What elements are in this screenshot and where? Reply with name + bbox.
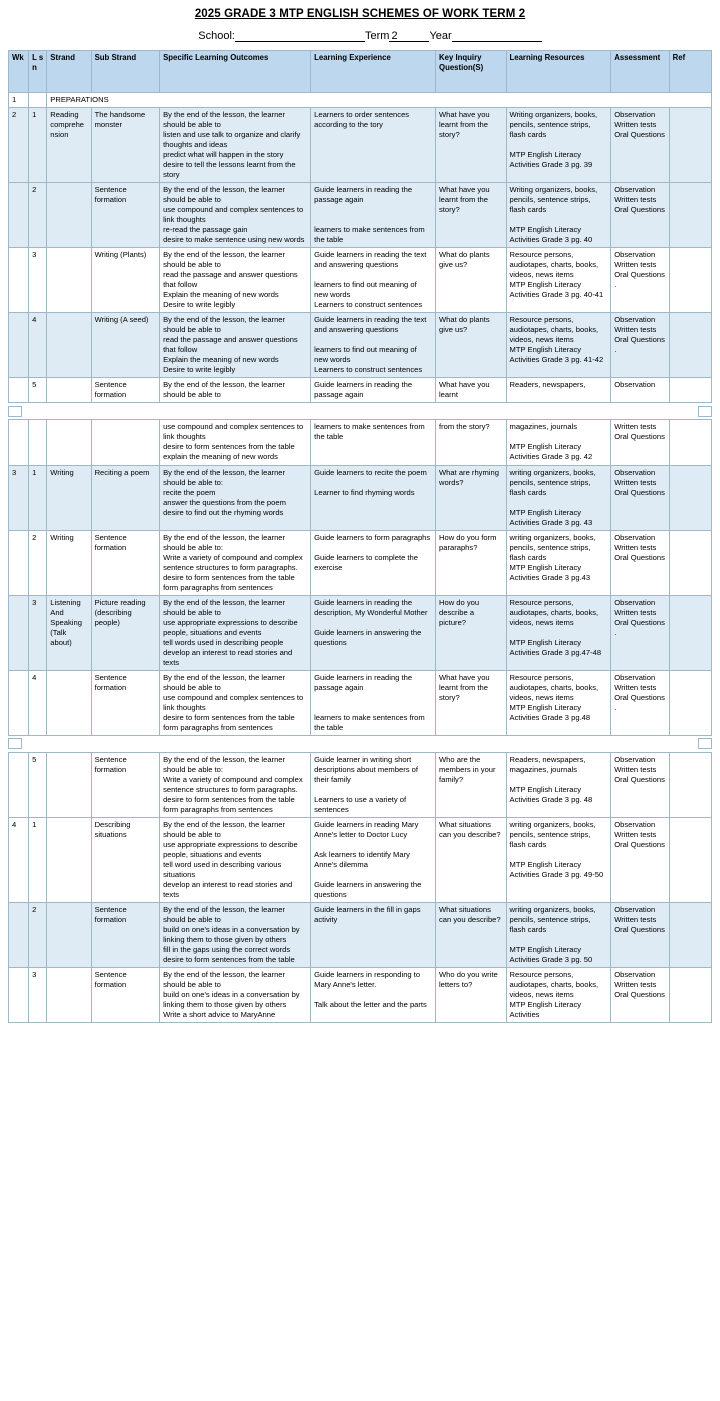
- col-header-wk: Wk: [9, 51, 29, 93]
- cell-learning-experience: Guide learners to form paragraphs Guide learners to complete the exercise: [311, 530, 436, 595]
- table-header-row: [9, 51, 712, 93]
- cell-ref: [669, 465, 711, 530]
- schemes-table-part-1: [8, 50, 712, 403]
- cell-learning-experience: Guide learners in reading Mary Anne's letter to Doctor Lucy Ask learners to identify Mary Anne's dilemma Guide learners in answering the questions: [311, 817, 436, 902]
- cell-learning-resources: Readers, newspapers,: [506, 378, 611, 403]
- page-break-left-notch: [8, 406, 22, 417]
- table-row: [9, 420, 712, 465]
- cell-ref: [669, 903, 711, 968]
- cell-key-inquiry-question: What have you learnt: [436, 378, 507, 403]
- cell-lsn: 2: [29, 530, 47, 595]
- cell-learning-experience: Guide learners in reading the passage again learners to make sentences from the table: [311, 670, 436, 735]
- cell-key-inquiry-question: What have you learnt from the story?: [436, 183, 507, 248]
- table-row: [9, 670, 712, 735]
- table-row: [9, 183, 712, 248]
- cell-assessment: Written tests Oral Questions: [611, 420, 669, 465]
- cell-key-inquiry-question: What situations can you describe?: [436, 903, 507, 968]
- cell-wk: [9, 595, 29, 670]
- cell-lsn: 5: [29, 378, 47, 403]
- cell-learning-experience: Guide learners to recite the poem Learner to find rhyming words: [311, 465, 436, 530]
- cell-sub-strand: Sentence formation: [91, 670, 159, 735]
- cell-key-inquiry-question: What have you learnt from the story?: [436, 670, 507, 735]
- cell-sub-strand: The handsome monster: [91, 108, 159, 183]
- cell-learning-resources: writing organizers, books, pencils, sentence strips, flash cards MTP English Literacy Activities Grade 3 pg.43: [506, 530, 611, 595]
- page-break-left-notch: [8, 738, 22, 749]
- page-break-1: [8, 405, 712, 417]
- cell-assessment: Observation Written tests Oral Questions .: [611, 670, 669, 735]
- cell-ref: [669, 752, 711, 817]
- cell-lsn: 3: [29, 595, 47, 670]
- cell-key-inquiry-question: from the story?: [436, 420, 507, 465]
- cell-ref: [669, 420, 711, 465]
- cell-wk: [9, 670, 29, 735]
- cell-lsn: 4: [29, 670, 47, 735]
- cell-assessment: Observation Written tests Oral Questions: [611, 752, 669, 817]
- col-header-lsn: L s n: [29, 51, 47, 93]
- cell-wk: 1: [9, 93, 29, 108]
- cell-specific-learning-outcomes: By the end of the lesson, the learner should be able to use compound and complex sentences to link thoughts re-read the passage gain desire to make sentence using new words: [160, 183, 311, 248]
- cell-section-label: PREPARATIONS: [47, 93, 712, 108]
- cell-specific-learning-outcomes: By the end of the lesson, the learner should be able to read the passage and answer questions that follow Explain the meaning of new words Desire to write legibly: [160, 313, 311, 378]
- schemes-table-continued-2: [8, 752, 712, 1023]
- cell-strand: Reading comprehension: [47, 108, 91, 183]
- cell-specific-learning-outcomes: By the end of the lesson, the learner should be able to: Write a variety of compound and complex sentence structures to form paragraphs. desire to form sentences from the table form paragraphs from sentences: [160, 530, 311, 595]
- page-title: 2025 GRADE 3 MTP ENGLISH SCHEMES OF WORK TERM 2: [194, 8, 526, 20]
- cell-learning-experience: Guide learners in reading the text and answering questions learners to find out meaning of new words Learners to construct sentences: [311, 313, 436, 378]
- cell-sub-strand: Sentence formation: [91, 752, 159, 817]
- cell-ref: [669, 183, 711, 248]
- cell-strand: [47, 183, 91, 248]
- cell-sub-strand: Describing situations: [91, 817, 159, 902]
- cell-lsn: [29, 93, 47, 108]
- table-row: [9, 752, 712, 817]
- cell-sub-strand: Sentence formation: [91, 530, 159, 595]
- cell-sub-strand: Picture reading (describing people): [91, 595, 159, 670]
- cell-learning-resources: magazines, journals MTP English Literacy Activities Grade 3 pg. 42: [506, 420, 611, 465]
- cell-key-inquiry-question: Who are the members in your family?: [436, 752, 507, 817]
- cell-specific-learning-outcomes: By the end of the lesson, the learner should be able to use appropriate expressions to describe people, situations and events tell word used in describing various situations develop an interest to read stories and texts: [160, 817, 311, 902]
- cell-assessment: Observation Written tests Oral Questions: [611, 108, 669, 183]
- cell-learning-experience: Guide learners in reading the text and answering questions learners to find out meaning of new words Learners to construct sentences: [311, 248, 436, 313]
- cell-key-inquiry-question: What do plants give us?: [436, 248, 507, 313]
- schemes-table-continued-1: [8, 419, 712, 735]
- col-header-learning-resources: Learning Resources: [506, 51, 611, 93]
- cell-learning-resources: Writing organizers, books, pencils, sentence strips, flash cards MTP English Literacy Activities Grade 3 pg. 40: [506, 183, 611, 248]
- cell-learning-resources: Resource persons, audiotapes, charts, books, videos, news items MTP English Literacy Activities Grade 3 pg.47-48: [506, 595, 611, 670]
- cell-ref: [669, 378, 711, 403]
- cell-learning-resources: Readers, newspapers, magazines, journals MTP English Literacy Activities Grade 3 pg. 48: [506, 752, 611, 817]
- cell-assessment: Observation Written tests Oral Questions: [611, 817, 669, 902]
- col-header-ref: Ref: [669, 51, 711, 93]
- table-body-part-3: [9, 752, 712, 1022]
- cell-sub-strand: Reciting a poem: [91, 465, 159, 530]
- cell-assessment: Observation Written tests Oral Questions: [611, 530, 669, 595]
- cell-learning-resources: Resource persons, audiotapes, charts, books, videos, news items MTP English Literacy Activities: [506, 968, 611, 1023]
- cell-sub-strand: [91, 420, 159, 465]
- cell-strand: Writing: [47, 465, 91, 530]
- cell-wk: 2: [9, 108, 29, 183]
- cell-wk: 3: [9, 465, 29, 530]
- col-header-learning-experience: Learning Experience: [311, 51, 436, 93]
- cell-lsn: 4: [29, 313, 47, 378]
- cell-learning-experience: Guide learners in responding to Mary Anne's letter. Talk about the letter and the parts: [311, 968, 436, 1023]
- cell-specific-learning-outcomes: By the end of the lesson, the learner should be able to build on one's ideas in a conversation by linking them to those given by others fill in the gaps using the correct words desire to form sentences from the table: [160, 903, 311, 968]
- cell-lsn: 2: [29, 903, 47, 968]
- table-section-row: [9, 93, 712, 108]
- cell-key-inquiry-question: How do you form pararaphs?: [436, 530, 507, 595]
- cell-sub-strand: Sentence formation: [91, 903, 159, 968]
- school-blank-field[interactable]: [235, 30, 365, 42]
- cell-lsn: 5: [29, 752, 47, 817]
- cell-key-inquiry-question: What do plants give us?: [436, 313, 507, 378]
- table-row: [9, 465, 712, 530]
- cell-assessment: Observation Written tests Oral Questions: [611, 903, 669, 968]
- cell-assessment: Observation Written tests Oral Questions .: [611, 595, 669, 670]
- cell-ref: [669, 530, 711, 595]
- col-header-sub-strand: Sub Strand: [91, 51, 159, 93]
- cell-learning-resources: writing organizers, books, pencils, sentence strips, flash cards MTP English Literacy Activities Grade 3 pg. 43: [506, 465, 611, 530]
- cell-specific-learning-outcomes: By the end of the lesson, the learner should be able to listen and use talk to organize and clarify thoughts and ideas predict what will happen in the story desire to tell the lessons learnt from the story: [160, 108, 311, 183]
- schemes-table: [8, 50, 712, 403]
- cell-specific-learning-outcomes: By the end of the lesson, the learner should be able to: [160, 378, 311, 403]
- cell-strand: [47, 670, 91, 735]
- cell-lsn: 3: [29, 968, 47, 1023]
- cell-learning-experience: Guide learner in writing short descriptions about members of their family Learners to use a variety of sentences: [311, 752, 436, 817]
- cell-wk: [9, 248, 29, 313]
- table-row: [9, 378, 712, 403]
- cell-wk: [9, 752, 29, 817]
- cell-strand: [47, 313, 91, 378]
- cell-learning-resources: writing organizers, books, pencils, sentence strips, flash cards MTP English Literacy Activities Grade 3 pg. 49-50: [506, 817, 611, 902]
- cell-ref: [669, 595, 711, 670]
- cell-strand: [47, 752, 91, 817]
- table-row: [9, 595, 712, 670]
- cell-learning-experience: learners to make sentences from the table: [311, 420, 436, 465]
- cell-sub-strand: Sentence formation: [91, 968, 159, 1023]
- cell-learning-experience: Learners to order sentences according to the tory: [311, 108, 436, 183]
- cell-ref: [669, 108, 711, 183]
- col-header-assessment: Assessment: [611, 51, 669, 93]
- cell-lsn: [29, 420, 47, 465]
- cell-sub-strand: Sentence formation: [91, 378, 159, 403]
- cell-specific-learning-outcomes: By the end of the lesson, the learner should be able to build on one's ideas in a conversation by linking them to those given by others Write a short advice to MaryAnne: [160, 968, 311, 1023]
- cell-ref: [669, 670, 711, 735]
- term-value: 2: [391, 30, 398, 42]
- cell-strand: [47, 968, 91, 1023]
- cell-learning-resources: Resource persons, audiotapes, charts, books, videos, news items MTP English Literacy Activities Grade 3 pg. 41-42: [506, 313, 611, 378]
- cell-strand: [47, 248, 91, 313]
- cell-wk: [9, 313, 29, 378]
- cell-strand: Listening And Speaking (Talk about): [47, 595, 91, 670]
- cell-strand: Writing: [47, 530, 91, 595]
- cell-lsn: 2: [29, 183, 47, 248]
- page-break-line: [22, 738, 698, 749]
- cell-learning-resources: Writing organizers, books, pencils, sentence strips, flash cards MTP English Literacy Activities Grade 3 pg. 39: [506, 108, 611, 183]
- cell-learning-resources: Resource persons, audiotapes, charts, books, videos, news items MTP English Literacy Activities Grade 3 pg. 40-41: [506, 248, 611, 313]
- page-break-right-notch: [698, 738, 712, 749]
- table-row: [9, 817, 712, 902]
- cell-wk: [9, 968, 29, 1023]
- cell-learning-experience: Guide learners in the fill in gaps activity: [311, 903, 436, 968]
- cell-sub-strand: Writing (A seed): [91, 313, 159, 378]
- cell-strand: [47, 420, 91, 465]
- cell-lsn: 3: [29, 248, 47, 313]
- cell-ref: [669, 248, 711, 313]
- cell-assessment: Observation Written tests Oral Questions .: [611, 248, 669, 313]
- cell-sub-strand: Sentence formation: [91, 183, 159, 248]
- cell-wk: [9, 903, 29, 968]
- cell-sub-strand: Writing (Plants): [91, 248, 159, 313]
- term-label: Term: [365, 30, 390, 42]
- schemes-table-part-2: [8, 419, 712, 735]
- cell-key-inquiry-question: Who do you write letters to?: [436, 968, 507, 1023]
- table-row: [9, 903, 712, 968]
- cell-wk: [9, 530, 29, 595]
- cell-specific-learning-outcomes: By the end of the lesson, the learner should be able to: Write a variety of compound and complex sentence structures to form paragraphs. desire to form sentences from the table form paragraphs from sentences: [160, 752, 311, 817]
- cell-key-inquiry-question: What are rhyming words?: [436, 465, 507, 530]
- table-body-part-2: [9, 420, 712, 735]
- cell-assessment: Observation Written tests Oral Questions: [611, 968, 669, 1023]
- cell-assessment: Observation: [611, 378, 669, 403]
- cell-specific-learning-outcomes: By the end of the lesson, the learner should be able to use appropriate expressions to describe people, situations and events tell words used in describing people develop an interest to read stories and texts: [160, 595, 311, 670]
- page-break-2: [8, 738, 712, 750]
- cell-strand: [47, 817, 91, 902]
- cell-strand: [47, 378, 91, 403]
- table-row: [9, 108, 712, 183]
- table-row: [9, 530, 712, 595]
- cell-wk: 4: [9, 817, 29, 902]
- cell-assessment: Observation Written tests Oral Questions: [611, 465, 669, 530]
- school-label: School:: [198, 30, 235, 42]
- cell-wk: [9, 420, 29, 465]
- cell-assessment: Observation Written tests Oral Questions: [611, 183, 669, 248]
- year-label: Year: [429, 30, 452, 42]
- cell-specific-learning-outcomes: By the end of the lesson, the learner should be able to: recite the poem answer the questions from the poem desire to find out the rhyming words: [160, 465, 311, 530]
- col-header-key-inquiry-question: Key Inquiry Question(S): [436, 51, 507, 93]
- cell-ref: [669, 968, 711, 1023]
- cell-specific-learning-outcomes: use compound and complex sentences to link thoughts desire to form sentences from the table explain the meaning of new words: [160, 420, 311, 465]
- cell-specific-learning-outcomes: By the end of the lesson, the learner should be able to read the passage and answer questions that follow Explain the meaning of new words Desire to write legibly: [160, 248, 311, 313]
- cell-learning-experience: Guide learners in reading the passage again learners to make sentences from the table: [311, 183, 436, 248]
- cell-learning-resources: Resource persons, audiotapes, charts, books, videos, news items MTP English Literacy Activities Grade 3 pg.48: [506, 670, 611, 735]
- cell-lsn: 1: [29, 817, 47, 902]
- table-body-part-1: [9, 93, 712, 403]
- cell-assessment: Observation Written tests Oral Questions .: [611, 313, 669, 378]
- cell-wk: [9, 378, 29, 403]
- cell-learning-experience: Guide learners in reading the passage again: [311, 378, 436, 403]
- year-blank-field[interactable]: [452, 30, 542, 42]
- cell-key-inquiry-question: How do you describe a picture?: [436, 595, 507, 670]
- school-term-year-line: [8, 30, 712, 42]
- cell-ref: [669, 817, 711, 902]
- cell-lsn: 1: [29, 108, 47, 183]
- cell-ref: [669, 313, 711, 378]
- cell-lsn: 1: [29, 465, 47, 530]
- col-header-strand: Strand: [47, 51, 91, 93]
- cell-key-inquiry-question: What situations can you describe?: [436, 817, 507, 902]
- cell-wk: [9, 183, 29, 248]
- cell-learning-resources: writing organizers, books, pencils, sentence strips, flash cards MTP English Literacy Activities Grade 3 pg. 50: [506, 903, 611, 968]
- table-row: [9, 313, 712, 378]
- page-break-line: [22, 406, 698, 417]
- table-row: [9, 968, 712, 1023]
- table-row: [9, 248, 712, 313]
- cell-specific-learning-outcomes: By the end of the lesson, the learner should be able to use compound and complex sentences to link thoughts desire to form sentences from the table form paragraphs from sentences: [160, 670, 311, 735]
- cell-strand: [47, 903, 91, 968]
- schemes-table-part-3: [8, 752, 712, 1023]
- cell-learning-experience: Guide learners in reading the description, My Wonderful Mother Guide learners in answering the questions: [311, 595, 436, 670]
- cell-key-inquiry-question: What have you learnt from the story?: [436, 108, 507, 183]
- col-header-specific-learning-outcomes: Specific Learning Outcomes: [160, 51, 311, 93]
- page-break-right-notch: [698, 406, 712, 417]
